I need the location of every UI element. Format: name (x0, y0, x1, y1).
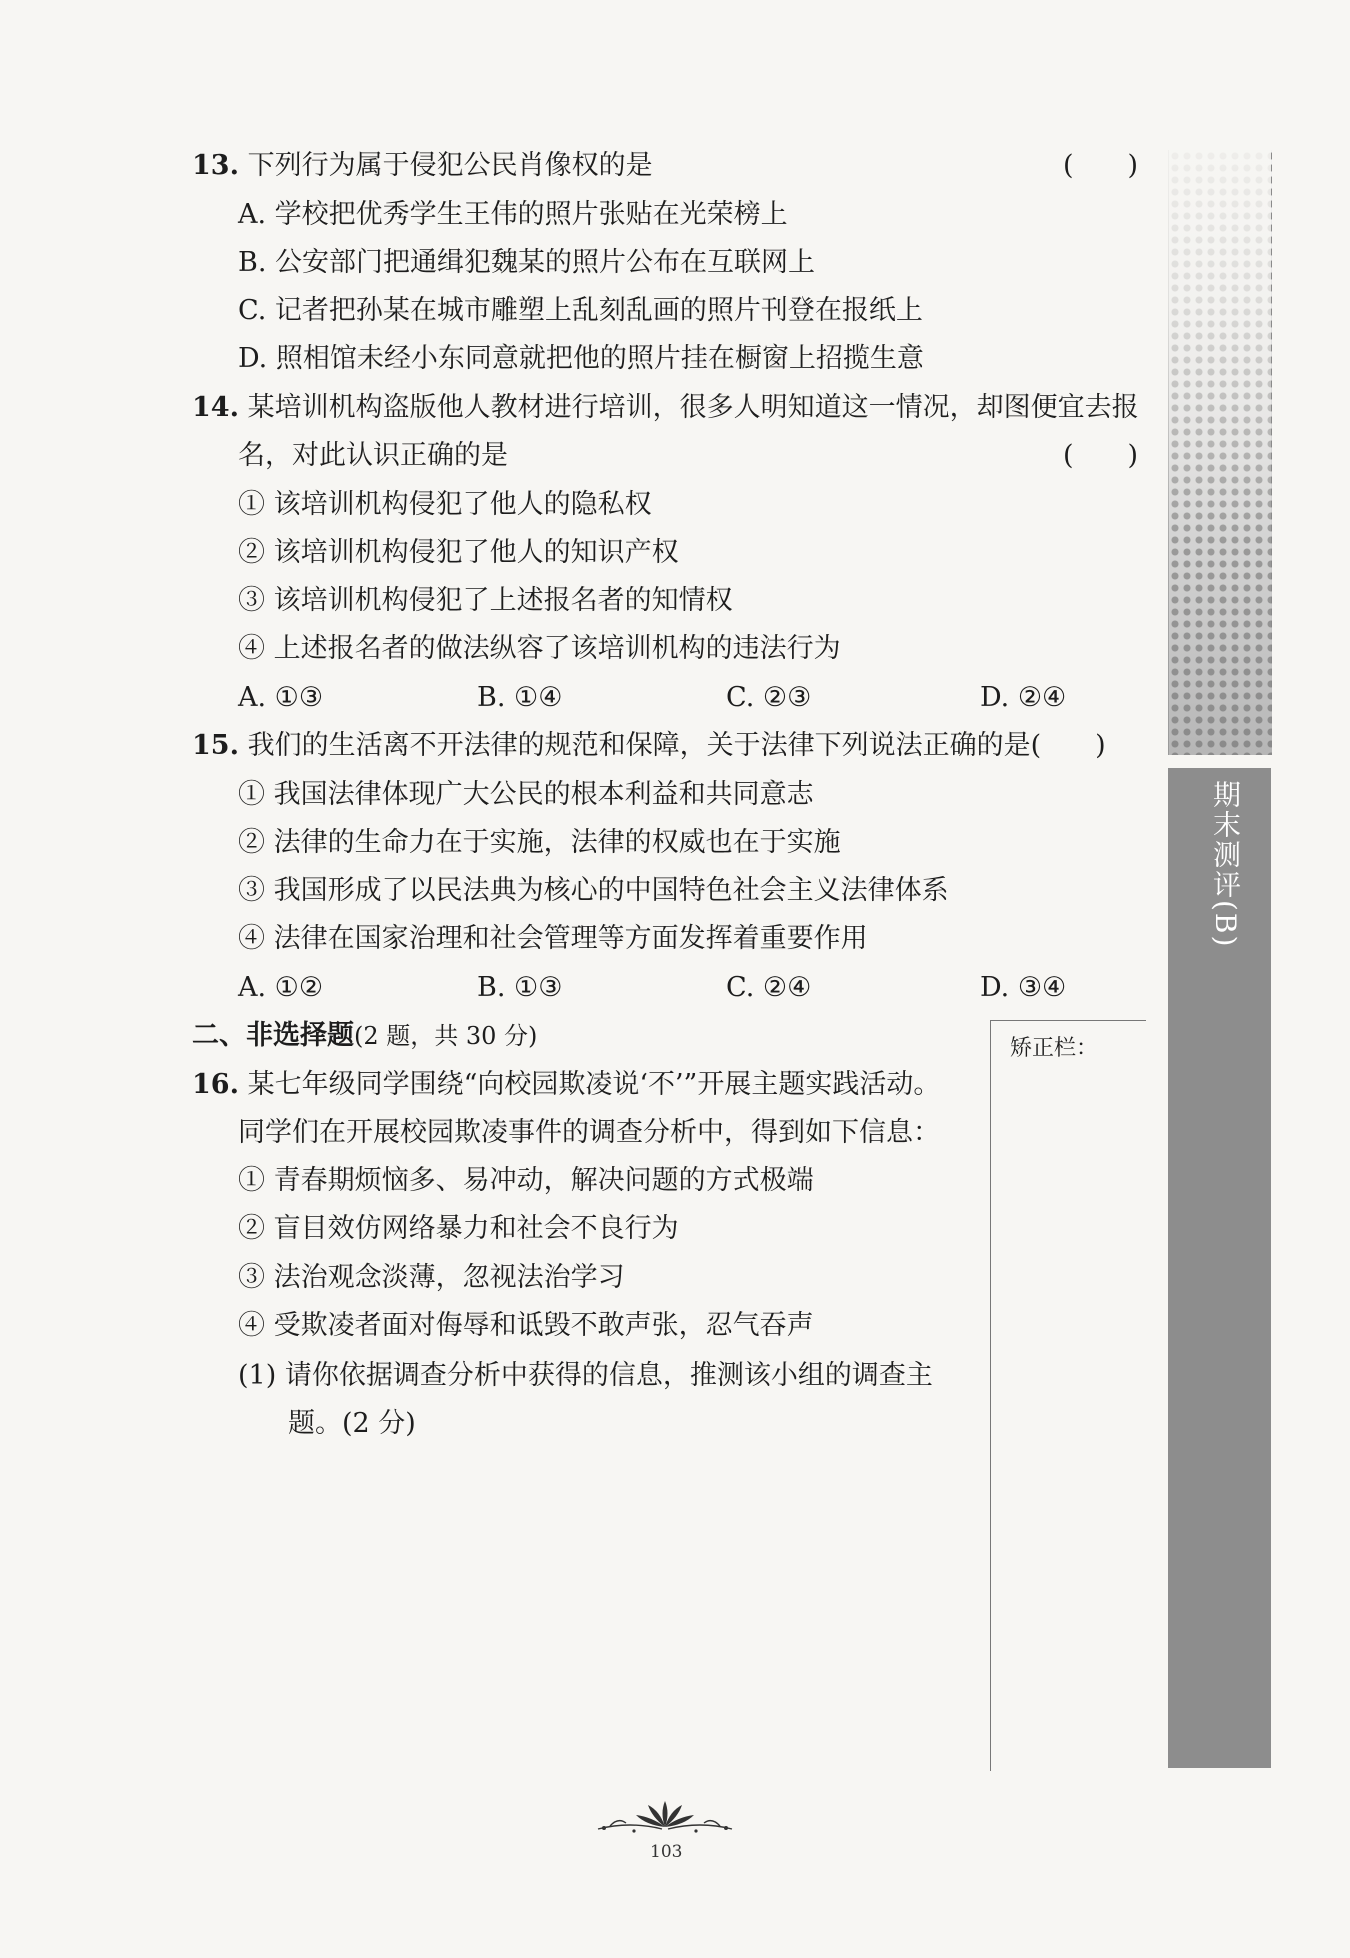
q13-option-b: B. 公安部门把通缉犯魏某的照片公布在互联网上 (238, 247, 816, 278)
q16-subquestion-1-cont: 题。(2 分) (288, 1408, 416, 1439)
q14-item-1: ① 该培训机构侵犯了他人的隐私权 (238, 489, 652, 520)
floral-ornament-icon (590, 1795, 740, 1845)
q15-item-2: ② 法律的生命力在于实施，法律的权威也在于实施 (238, 827, 841, 858)
q14-stem: 14. 某培训机构盗版他人教材进行培训，很多人明知道这一情况，却图便宜去报 (192, 392, 1139, 423)
q15-item-4: ④ 法律在国家治理和社会管理等方面发挥着重要作用 (238, 923, 868, 954)
q16-item-3: ③ 法治观念淡薄，忽视法治学习 (238, 1262, 625, 1293)
correction-label: 矫正栏： (1010, 1036, 1099, 1061)
q14-item-4: ④ 上述报名者的做法纵容了该培训机构的违法行为 (238, 633, 841, 664)
q13-option-d: D. 照相馆未经小东同意就把他的照片挂在橱窗上招揽生意 (238, 343, 924, 374)
q13-option-c: C. 记者把孙某在城市雕塑上乱刻乱画的照片刊登在报纸上 (238, 295, 923, 326)
q16-item-4: ④ 受欺凌者面对侮辱和诋毁不敢声张，忍气吞声 (238, 1310, 814, 1341)
q13-stem: 13. 下列行为属于侵犯公民肖像权的是 (192, 150, 653, 181)
q14-choice-b: B. ①④ (477, 682, 563, 713)
q14-item-3: ③ 该培训机构侵犯了上述报名者的知情权 (238, 585, 733, 616)
q15-item-3: ③ 我国形成了以民法典为核心的中国特色社会主义法律体系 (238, 875, 949, 906)
sidebar-divider (1168, 755, 1271, 759)
q15-stem: 15. 我们的生活离不开法律的规范和保障，关于法律下列说法正确的是( ) (192, 730, 1106, 761)
q15-choice-b: B. ①③ (477, 972, 563, 1003)
q14-answer-blank: ( ) (1063, 440, 1139, 471)
q16-item-2: ② 盲目效仿网络暴力和社会不良行为 (238, 1213, 679, 1244)
q16-item-1: ① 青春期烦恼多、易冲动，解决问题的方式极端 (238, 1165, 814, 1196)
section-heading: 二、非选择题(2 题，共 30 分) (192, 1020, 538, 1051)
q15-choice-d: D. ③④ (980, 972, 1067, 1003)
q13-answer-blank: ( ) (1063, 150, 1139, 181)
q13-option-a: A. 学校把优秀学生王伟的照片张贴在光荣榜上 (238, 199, 788, 230)
q16-stem-cont: 同学们在开展校园欺凌事件的调查分析中，得到如下信息： (238, 1117, 940, 1148)
page-number: 103 (650, 1842, 683, 1862)
q15-choice-c: C. ②④ (726, 972, 812, 1003)
sidebar-section-label: 期末测评(B) (1209, 780, 1242, 949)
q15-choice-a: A. ①② (238, 972, 324, 1003)
q16-subquestion-1: (1) 请你依据调查分析中获得的信息，推测该小组的调查主 (238, 1360, 933, 1391)
q16-stem: 16. 某七年级同学围绕“向校园欺凌说‘不’”开展主题实践活动。 (192, 1069, 941, 1100)
correction-column (990, 1020, 1146, 1771)
q14-stem-cont: 名，对此认识正确的是 (238, 440, 508, 471)
sidebar-pattern-fade (1168, 150, 1271, 755)
q14-choice-c: C. ②③ (726, 682, 812, 713)
q14-choice-a: A. ①③ (238, 682, 324, 713)
q15-item-1: ① 我国法律体现广大公民的根本利益和共同意志 (238, 779, 814, 810)
q14-choice-d: D. ②④ (980, 682, 1067, 713)
q14-item-2: ② 该培训机构侵犯了他人的知识产权 (238, 537, 679, 568)
